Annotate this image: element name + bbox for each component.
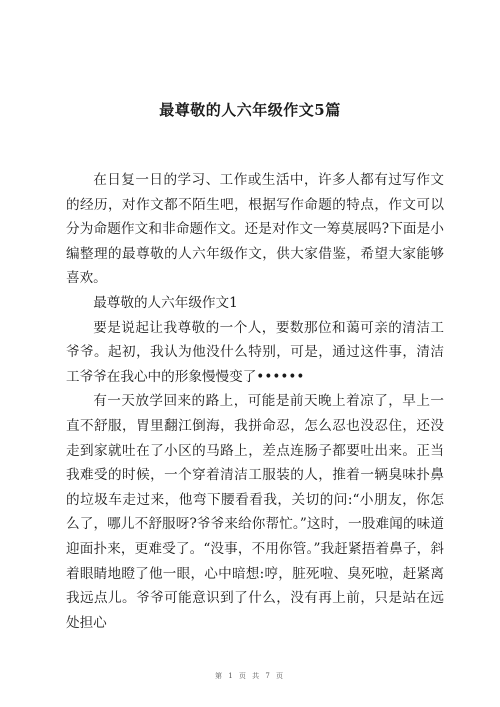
intro-paragraph: 在日复一日的学习、工作或生活中，许多人都有过写作文的经历，对作文都不陌生吧，根据写作命题的特点，作文可以分为命题作文和非命题作文。还是对作文一筹莫展吗?下面是小编整理的最尊敬的人六年级作文，供大家借鉴，希望大家能够喜欢。 — [66, 172, 444, 287]
document-body — [66, 168, 444, 635]
body-paragraph: 要是说起让我尊敬的一个人，要数那位和蔼可亲的清洁工爷爷。起初，我认为他没什么特别，可是，通过这件事，清洁工爷爷在我心中的形象慢慢变了•••••• — [66, 319, 444, 385]
body-paragraph: 有一天放学回来的路上，可能是前天晚上着凉了，早上一直不舒服，胃里翻江倒海，我拼命忍，怎么忍也没忍住，还没走到家就吐在了小区的马路上，差点连肠子都要吐出来。正当我难受的时候，一个穿着清洁工服装的人，推着一辆臭味扑鼻的垃圾车走过来，他弯下腰看看我，关切的问:“小朋友，你怎么了，哪儿不舒服呀?爷爷来给你帮忙。”这时，一股难闻的味道迎面扑来，更难受了。“没事，不用你管。”我赶紧捂着鼻子，斜着眼睛地瞪了他一眼，心中暗想:哼，脏死啦、臭死啦，赶紧离我远点儿。爷爷可能意识到了什么，没有再上前，只是站在远处担心 — [66, 393, 444, 631]
essay-heading: 最尊敬的人六年级作文1 — [93, 294, 238, 311]
page-title: 最尊敬的人六年级作文5篇 — [159, 101, 341, 119]
page-footer: 第 1 页 共 7 页 — [214, 672, 286, 680]
